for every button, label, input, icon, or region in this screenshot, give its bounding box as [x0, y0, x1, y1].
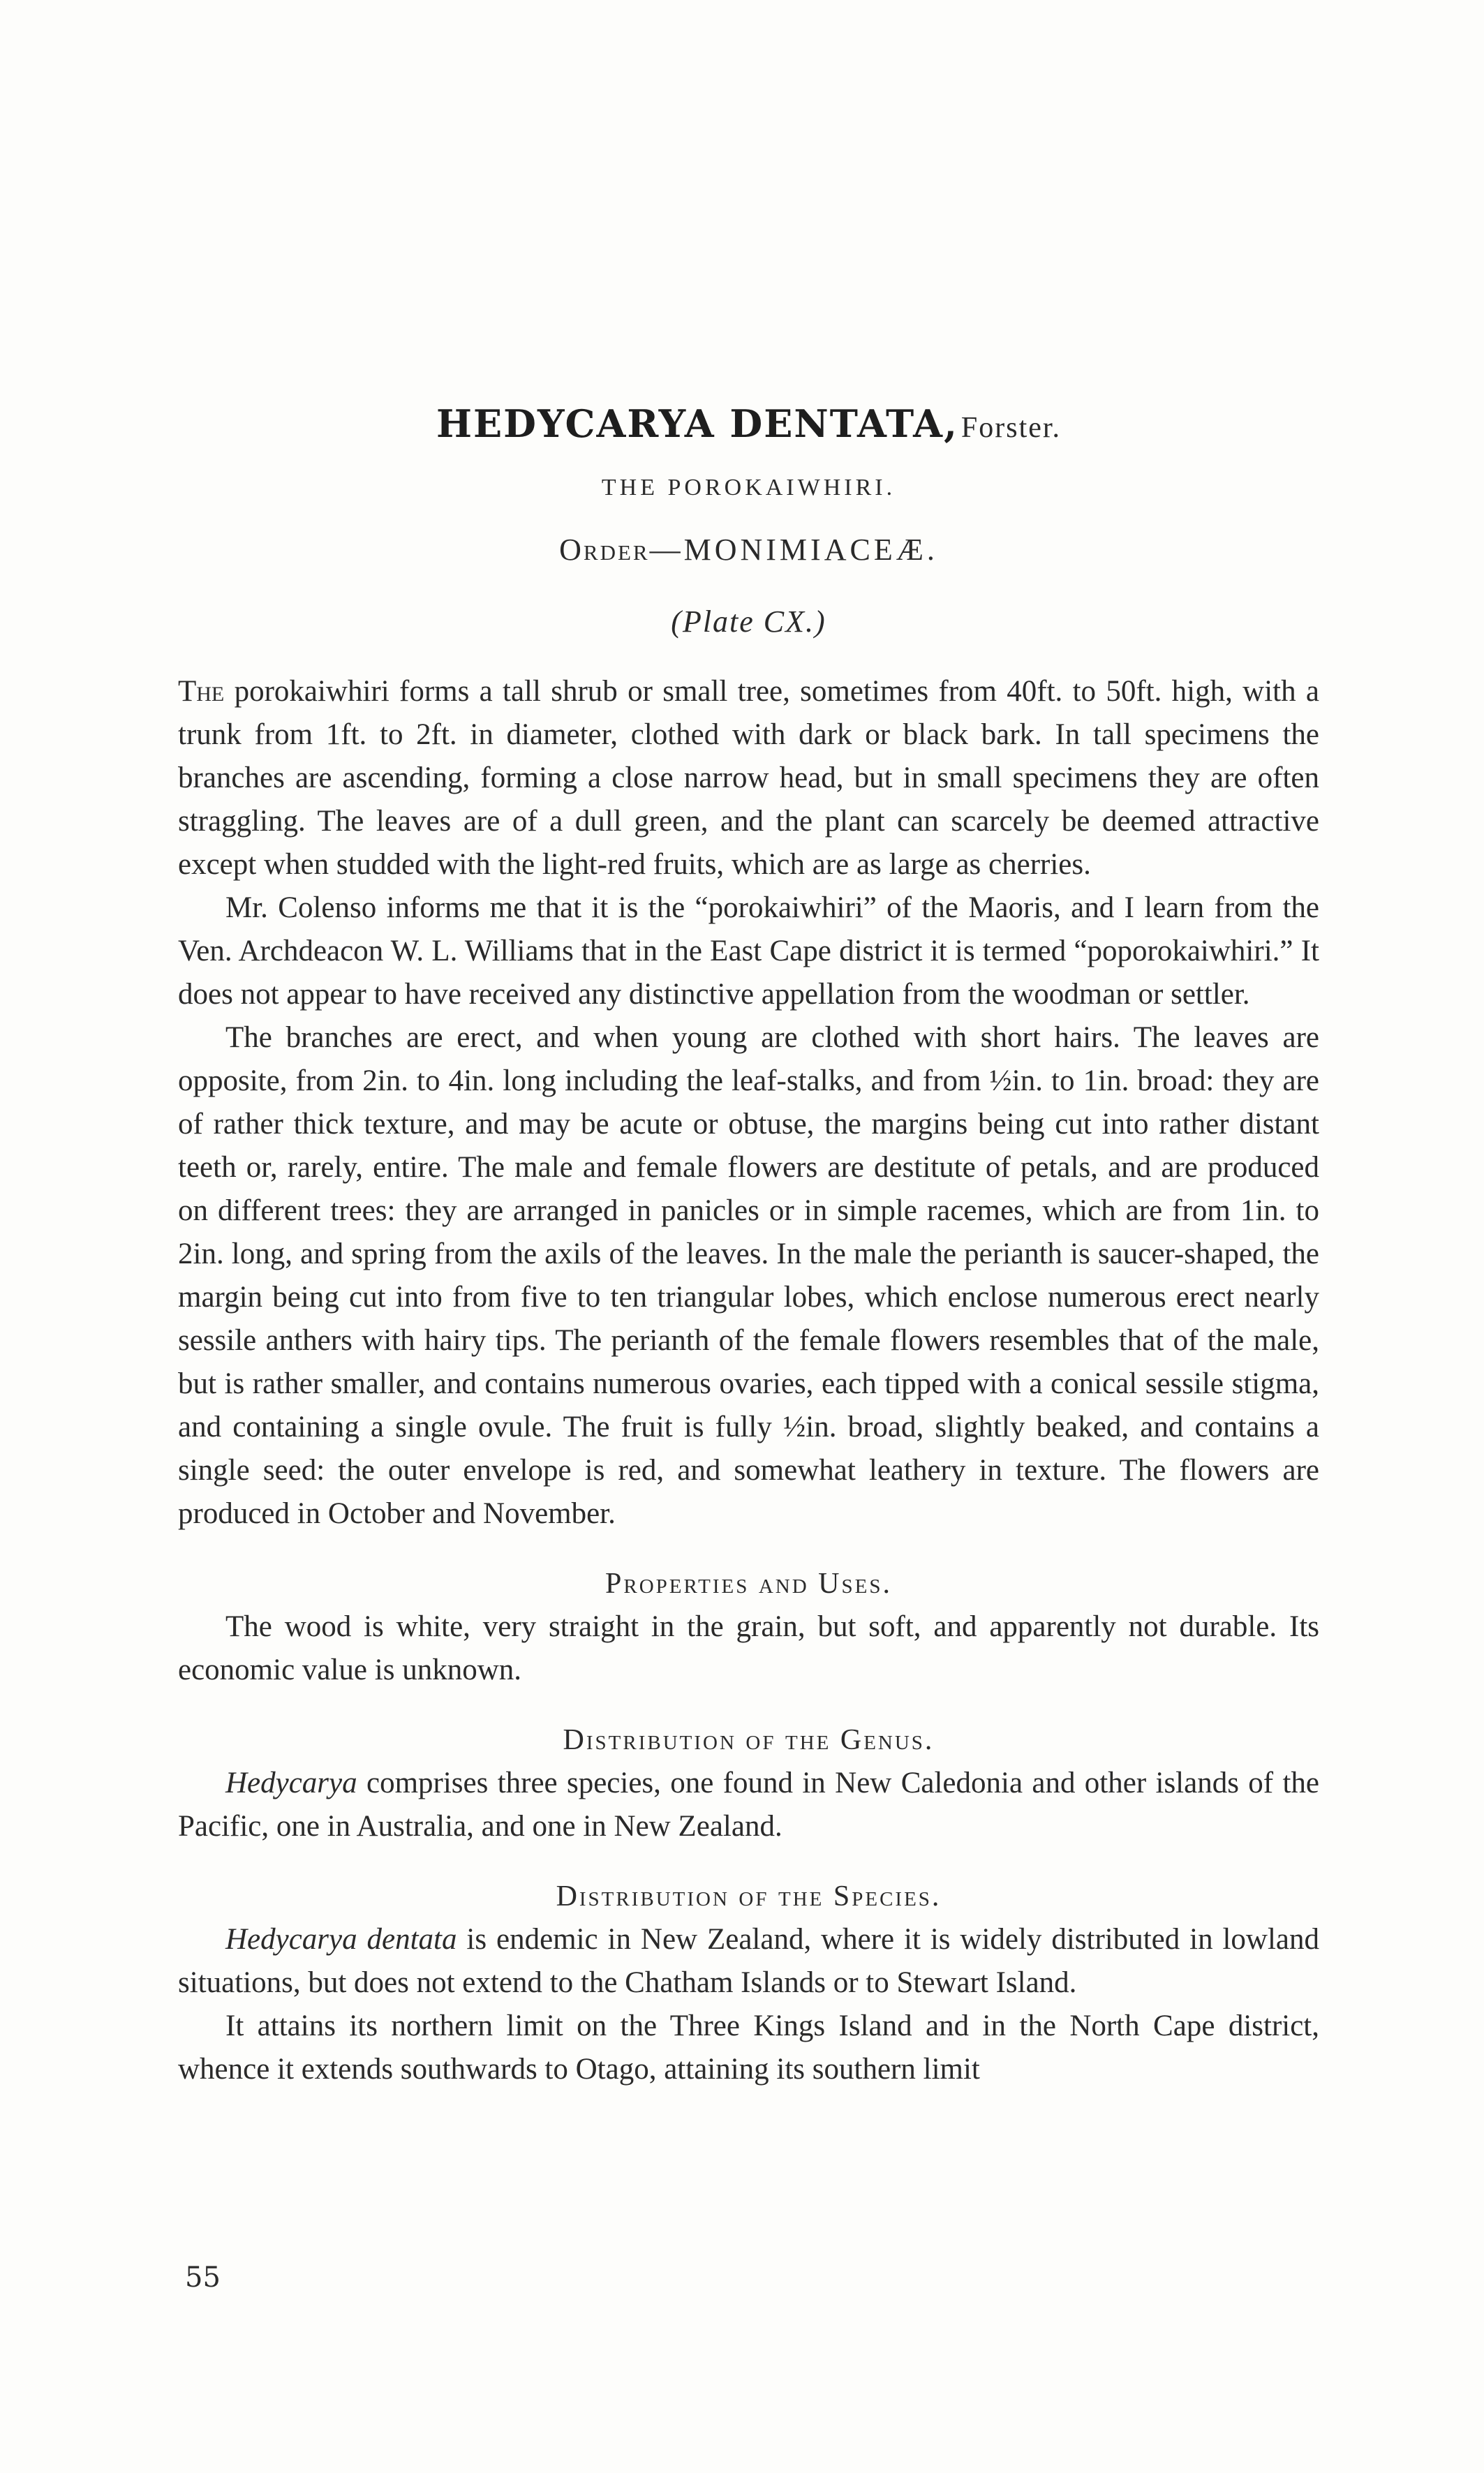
- properties-paragraph: The wood is white, very straight in the grain, but soft, and apparently not durable. Its economic value is unknown.: [178, 1610, 1319, 1686]
- description-paragraph-2: Mr. Colenso informs me that it is the “porokaiwhiri” of the Maoris, and I learn from the Ven. Archdeacon W. L. Williams that in the East Cape district it is termed “poporokaiwhiri.” It does not appear to have received any distinctive appellation from the woodman or settler.: [178, 891, 1319, 1011]
- order-name: MONIMIACEÆ.: [683, 533, 938, 567]
- description-p1-text: porokaiwhiri forms a tall shrub or small tree, sometimes from 40ft. to 50ft. high, with a trunk from 1ft. to 2ft. in diameter, clothed with dark or black bark. In tall specimens the branches are ascending, forming a close narrow head, but in small specimens they are often straggling. The leaves are of a dull green, and the plant can scarcely be deemed attractive except when studded with the light-red fruits, which are as large as cherries.: [178, 675, 1320, 881]
- species-title: HEDYCARYA DENTATA,: [436, 401, 958, 446]
- species-name: Hedycarya dentata: [225, 1923, 457, 1956]
- species-text: is endemic in New Zealand, where it is widely distributed in lowland situations, but does not extend to the Chatham Islands or to Stewart Island.: [178, 1923, 1320, 1999]
- section-heading-properties: Properties and Uses.: [605, 1568, 892, 1600]
- genus-paragraph: [178, 1762, 1319, 1848]
- title-line: [178, 401, 1319, 446]
- description-paragraph-3: The branches are erect, and when young are clothed with short hairs. The leaves are opposite, from 2in. to 4in. long including the leaf-stalks, and from ½in. to 1in. broad: they are of rather thick texture, and may be acute or obtuse, the margins being cut into rather distant teeth or, rarely, entire. The male and female flowers are destitute of petals, and are produced on different trees: they are arranged in panicles or in simple racemes, which are from 1in. to 2in. long, and spring from the axils of the leaves. In the male the perianth is saucer-shaped, the margin being cut into from five to ten triangular lobes, which enclose numerous erect nearly sessile anthers with hairy tips. The perianth of the female flowers resembles that of the male, but is rather smaller, and contains numerous ovaries, each tipped with a conical sessile stigma, and containing a single ovule. The fruit is fully ½in. broad, slightly beaked, and contains a single seed: the outer envelope is red, and somewhat leathery in texture. The flowers are produced in October and November.: [178, 1021, 1319, 1530]
- genus-text: comprises three species, one found in New Caledonia and other islands of the Pacific, one in Australia, and one in New Zealand.: [178, 1767, 1320, 1843]
- page-number: 55: [185, 2262, 221, 2294]
- body-text: [178, 670, 1319, 2091]
- species-paragraph-1: [178, 1918, 1319, 2005]
- species-author: Forster.: [960, 412, 1062, 444]
- order-line: [178, 532, 1319, 567]
- page: [178, 0, 1319, 2473]
- species-paragraph-2: It attains its northern limit on the Three Kings Island and in the North Cape district, whence it extends southwards to Otago, attaining its southern limit: [178, 2010, 1319, 2086]
- section-heading-genus: Distribution of the Genus.: [563, 1724, 935, 1756]
- description-paragraph-1: [178, 670, 1319, 886]
- order-label: Order: [559, 533, 650, 567]
- section-heading-species: Distribution of the Species.: [556, 1880, 942, 1913]
- genus-name: Hedycarya: [225, 1767, 357, 1799]
- drop-lead: The: [178, 675, 225, 708]
- order-dash: —: [649, 533, 684, 567]
- common-name: THE POROKAIWHIRI.: [601, 475, 896, 500]
- plate-reference: (Plate CX.): [671, 604, 826, 639]
